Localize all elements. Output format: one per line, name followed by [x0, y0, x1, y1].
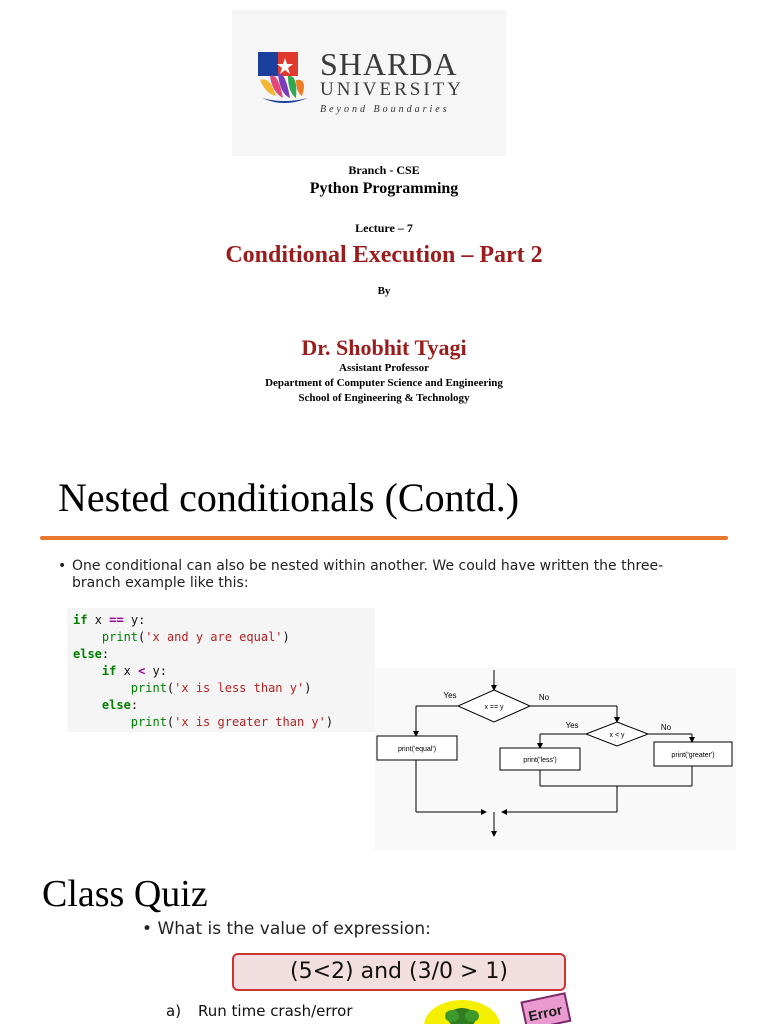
bullet-text: One conditional can also be nested within another. We could have written the three-branch example like this:	[72, 558, 664, 591]
course-name: Python Programming	[309, 180, 459, 197]
option-a	[166, 1002, 352, 1020]
author-school: School of Engineering & Technology	[298, 392, 470, 404]
author-role: Assistant Professor	[339, 362, 429, 374]
bullet-text: What is the value of expression:	[157, 919, 431, 939]
slide-title: Nested conditionals (Contd.)	[58, 475, 520, 520]
branch-label: Branch - CSE	[348, 163, 420, 177]
box-greater-label: print('greater')	[671, 752, 715, 759]
by-label: By	[377, 285, 391, 297]
lecture-title: Conditional Execution – Part 2	[225, 242, 543, 268]
no-label-1: No	[538, 693, 550, 702]
author-department: Department of Computer Science and Engineering	[265, 377, 503, 389]
yes-label-1: Yes	[443, 691, 457, 700]
expression-box: (5<2) and (3/0 > 1)	[232, 953, 566, 991]
code-block: if x == y: print('x and y are equal') else: if x < y: print('x is less than y') else: print('x is greater than y')	[67, 608, 375, 732]
box-equal-label: print('equal')	[397, 746, 437, 753]
bullet-icon: •	[142, 919, 158, 939]
nested-conditionals-slide	[0, 440, 768, 850]
flowchart	[374, 668, 736, 850]
box-less-label: print('less')	[523, 757, 557, 764]
decision2-label: x < y	[609, 732, 625, 739]
lecture-number: Lecture – 7	[355, 221, 413, 235]
bullet-icon: •	[58, 558, 67, 574]
slide-title: Class Quiz	[42, 873, 208, 915]
no-label-2: No	[660, 723, 672, 732]
option-a-text: Run time crash/error	[198, 1002, 353, 1020]
title-slide	[0, 0, 768, 430]
logo-name: SHARDA	[320, 46, 458, 82]
option-a-label: a)	[166, 1002, 182, 1020]
decision1-label: x == y	[484, 704, 504, 711]
logo-subname: UNIVERSITY	[320, 79, 464, 100]
yes-label-2: Yes	[565, 721, 579, 730]
bullet-point	[142, 918, 431, 940]
author-name: Dr. Shobhit Tyagi	[301, 335, 467, 360]
lotus-logo-icon	[256, 50, 314, 108]
title-divider	[40, 536, 728, 540]
cartoon-text: Error	[526, 1001, 564, 1024]
university-logo	[232, 10, 506, 156]
logo-tagline: Beyond Boundaries	[320, 104, 450, 115]
bullet-point	[58, 558, 698, 592]
class-quiz-slide	[0, 858, 768, 1024]
error-cartoon-icon	[420, 988, 590, 1024]
